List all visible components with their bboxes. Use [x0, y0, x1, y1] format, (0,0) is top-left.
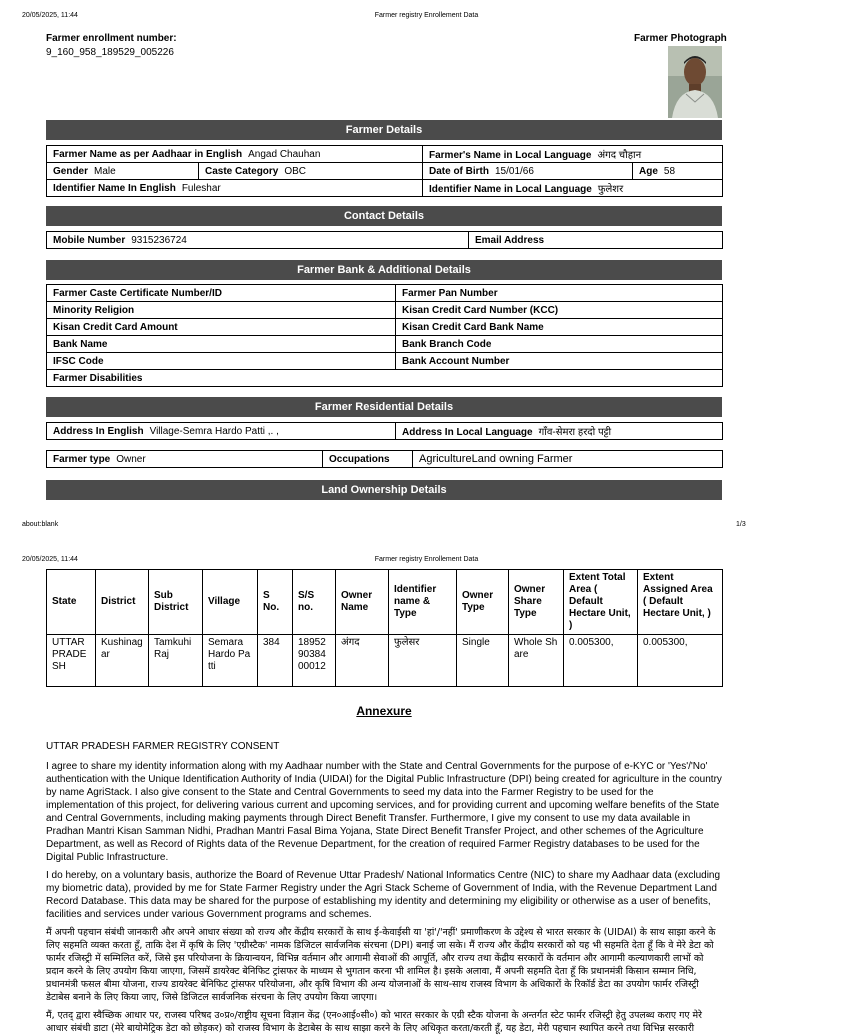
- consent-text: [46, 740, 724, 1034]
- land-cell: Single: [457, 635, 509, 687]
- col-header: Village: [203, 570, 258, 635]
- land-cell: 0.005300,: [564, 635, 638, 687]
- gender-label: Gender: [53, 165, 89, 177]
- bank-field-label: Bank Name: [53, 338, 108, 350]
- caste-label: Caste Category: [205, 165, 279, 177]
- print-footer-url: about:blank: [22, 521, 59, 528]
- col-header: Owner Share Type: [509, 570, 564, 635]
- land-ownership-table: [46, 569, 723, 687]
- farmer-details-header: Farmer Details: [46, 120, 722, 140]
- consent-paragraph-2: I do hereby, on a voluntary basis, authorize the Board of Revenue Uttar Pradesh/ National Informatics Centre (NIC) to share my Aadhaar data (excluding my biometric data), provided by me for State Farmer Registry under the Agri Stack Scheme of Government of India, with the Revenue Department Land Record Database. This data may be shared for the purpose of establishing my identity and determining my eligibility or otherwise as a user of benefits, facilities and services under various Government programs and schemes.: [46, 870, 721, 920]
- land-cell: Semara Hardo Patti: [203, 635, 258, 687]
- land-table-header-row: [47, 570, 723, 635]
- address-en-label: Address In English: [53, 425, 144, 437]
- bank-field-label: Farmer Caste Certificate Number/ID: [53, 287, 222, 299]
- col-header: District: [96, 570, 149, 635]
- bank-field-label: Kisan Credit Card Amount: [53, 321, 178, 333]
- farmer-details-table: [46, 145, 723, 197]
- photo-label: Farmer Photograph: [634, 33, 727, 44]
- consent-paragraph-1: I agree to share my identity information along with my Aadhaar number with the State and Central Governments for the purpose of e-KYC or 'Yes'/'No' authentication with the Unique Identification Authority of India (UIDAI) for the Digital Public Infrastructure (DPI) being created for agriculture in the country by name AgriStack. I also give consent to the State and Central Governments to seed my data into the Farmer Registry to be used for the implementation of this project, for delivering various current and upcoming services, and for providing current and upcoming welfare benefits of the State and Central Governments, including making payments through Direct Benefit Transfer. Furthermore, I give my consent to use my data available in Pradhan Mantri Kisan Samman Nidhi, Pradhan Mantri Fasal Bima Yojana, State Direct Benefit Transfer Project, and other schemes of the Agriculture Department, as well as Record of Rights data of the Revenue Department, for the creation of required Farmer Registry databases to be used for the Digital Public Infrastructure.: [46, 761, 722, 863]
- contact-details-header: Contact Details: [46, 206, 722, 226]
- annexure-title: Annexure: [356, 704, 412, 718]
- land-ownership-header: Land Ownership Details: [46, 480, 722, 500]
- consent-paragraph-4: मैं, एतद् द्वारा स्वैच्छिक आधार पर, राजस्व परिषद उ०प्र०/राष्ट्रीय सूचना विज्ञान केंद्र (एन०आई०सी०) को भारत सरकार के एग्री स्टैक योजना के अन्तर्गत स्टेट फार्मर रजिस्ट्री हेतु उपलब्ध कराए गए मेरे आधार संबंधी डाटा (मेरे बायोमेट्रिक डेटा को छोड़कर) को राजस्व विभाग के डेटाबेस के साथ साझा करने के लिए अधिकृत करता/करती हूँ, यह डेटा, मेरी पहचान स्थापित करने तथा विभिन्न सरकारी: [46, 1010, 702, 1034]
- name-en-value: Angad Chauhan: [248, 148, 321, 160]
- print-footer-page: 1/3: [736, 521, 746, 528]
- name-local-label: Farmer's Name in Local Language: [429, 150, 592, 161]
- table-row: [47, 635, 723, 687]
- land-cell: अंगद: [336, 635, 389, 687]
- contact-table: [46, 231, 723, 249]
- land-cell: Kushinagar: [96, 635, 149, 687]
- bank-field-label: Bank Account Number: [402, 355, 510, 367]
- occupation-table: [46, 450, 723, 468]
- farmer-photo: [668, 46, 722, 118]
- col-header: S/S no.: [293, 570, 336, 635]
- col-header: S No.: [258, 570, 293, 635]
- print-header-title: Farmer registry Enrollement Data: [374, 12, 479, 19]
- print-header-datetime: 20/05/2025, 11:44: [22, 12, 78, 19]
- bank-field-label: Bank Branch Code: [402, 338, 492, 350]
- dob-value: 15/01/66: [495, 165, 534, 177]
- disabilities-label: Farmer Disabilities: [53, 372, 143, 384]
- name-local-value: अंगद चौहान: [597, 150, 642, 161]
- land-cell: 0.005300,: [638, 635, 723, 687]
- dob-label: Date of Birth: [429, 165, 489, 177]
- address-en-value: Village-Semra Hardo Patti ,. ,: [149, 425, 279, 437]
- bank-field-label: IFSC Code: [53, 355, 104, 367]
- land-cell: UTTAR PRADESH: [47, 635, 96, 687]
- address-table: [46, 422, 723, 440]
- bank-field-label: Kisan Credit Card Number (KCC): [402, 304, 559, 316]
- farmer-type-value: Owner: [116, 453, 146, 465]
- bank-table: [46, 284, 723, 387]
- address-local-label: Address In Local Language: [402, 427, 533, 438]
- identifier-local-label: Identifier Name in Local Language: [429, 184, 592, 195]
- mobile-value: 9315236724: [131, 234, 187, 246]
- land-cell: फुलेसर: [389, 635, 457, 687]
- bank-field-label: Farmer Pan Number: [402, 287, 498, 299]
- gender-value: Male: [94, 165, 116, 177]
- residential-details-header: Farmer Residential Details: [46, 397, 722, 417]
- identifier-local-value: फुलेशर: [597, 184, 624, 195]
- col-header: Extent Assigned Area ( Default Hectare Unit, ): [638, 570, 723, 635]
- col-header: Owner Name: [336, 570, 389, 635]
- age-value: 58: [663, 165, 676, 177]
- bank-field-label: Minority Religion: [53, 304, 135, 316]
- identifier-en-label: Identifier Name In English: [53, 182, 176, 194]
- bank-field-label: Kisan Credit Card Bank Name: [402, 321, 544, 333]
- bank-details-header: Farmer Bank & Additional Details: [46, 260, 722, 280]
- print-header-datetime: 20/05/2025, 11:44: [22, 556, 78, 563]
- name-en-label: Farmer Name as per Aadhaar in English: [53, 148, 243, 160]
- land-cell: Tamkuhi Raj: [149, 635, 203, 687]
- land-cell: 189529038400012: [293, 635, 336, 687]
- print-header-title: Farmer registry Enrollement Data: [374, 556, 479, 563]
- age-label: Age: [639, 165, 658, 177]
- mobile-label: Mobile Number: [53, 234, 126, 246]
- farmer-type-label: Farmer type: [53, 453, 111, 465]
- caste-value: OBC: [284, 165, 307, 177]
- land-cell: Whole Share: [509, 635, 564, 687]
- occupations-value: AgricultureLand owning Farmer: [419, 453, 573, 465]
- email-label: Email Address: [475, 234, 545, 246]
- col-header: Extent Total Area ( Default Hectare Unit, ): [564, 570, 638, 635]
- col-header: State: [47, 570, 96, 635]
- address-local-value: गाँव-सेमरा हरदो पट्टी: [538, 427, 612, 438]
- enrollment-number: 9_160_958_189529_005226: [46, 47, 174, 58]
- occupations-label: Occupations: [329, 453, 390, 465]
- col-header: Identifier name & Type: [389, 570, 457, 635]
- col-header: Owner Type: [457, 570, 509, 635]
- col-header: Sub District: [149, 570, 203, 635]
- consent-paragraph-3: मैं अपनी पहचान संबंधी जानकारी और अपने आधार संख्या को राज्य और केंद्रीय सरकारों के साथ ई-केवाईसी या 'हां'/'नहीं' प्रमाणीकरण के उद्देश्य से भारत सरकार के (UIDAI) के साथ साझा करने के लिए सहमति व्यक्त करता हूँ, ताकि देश में कृषि के लिए 'एग्रीस्टैक' नामक डिजिटल सार्वजनिक संरचना (DPI) बनाई जा सके। मैं राज्य और केंद्रीय सरकारों को यह भी सहमति देता हूँ कि वे मेरे डेटा को फार्मर रजिस्ट्री में सम्मिलित करें, जिसे इस परियोजना के क्रियान्वयन, विभिन्न वर्तमान और आगामी सेवाओं की आपूर्ति, और राज्य तथा केंद्रीय सरकारों के वर्तमान और आगामी कल्याणकारी लाभों को प्रदान करने के लिए उपयोग किया जाएगा, जिसमें डायरेक्ट बेनिफिट ट्रांसफर के माध्यम से भुगतान करना भी शामिल है। इसके अलावा, मैं अपनी सहमति देता हूँ कि प्रधानमंत्री किसान सम्मान निधि, प्रधानमंत्री फसल बीमा योजना, राज्य डायरेक्ट बेनिफिट ट्रांसफर परियोजना, और कृषि विभाग की अन्य योजनाओं के साथ-साथ राजस्व विभाग के अधिकारों के रिकॉर्ड डेटा का उपयोग फार्मर रजिस्ट्री डेटाबेस बनाने के लिए किया जाए, जिसे डिजिटल सार्वजनिक संरचना के लिए उपयोग किया जाएगा।: [46, 927, 716, 1003]
- consent-title: UTTAR PRADESH FARMER REGISTRY CONSENT: [46, 741, 280, 752]
- land-cell: 384: [258, 635, 293, 687]
- identifier-en-value: Fuleshar: [181, 182, 221, 194]
- enrollment-label: Farmer enrollment number:: [46, 33, 177, 44]
